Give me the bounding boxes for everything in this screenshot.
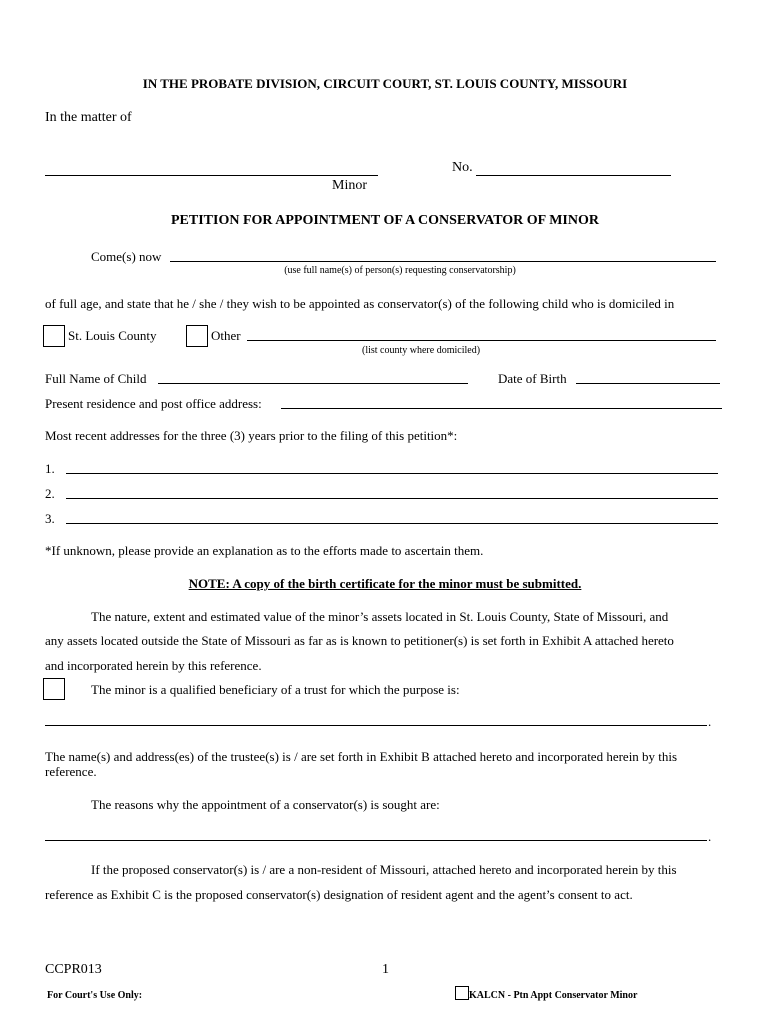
- assets-text-3: and incorporated herein by this reference.: [45, 658, 262, 673]
- kalcn-checkbox[interactable]: [455, 986, 469, 1000]
- nonresident-text-1: If the proposed conservator(s) is / are a non-resident of Missouri, attached hereto and incorporated herein by this: [91, 862, 677, 877]
- st-louis-county-label: St. Louis County: [68, 328, 157, 343]
- in-matter-of-label: In the matter of: [45, 110, 132, 125]
- petitioner-hint: (use full name(s) of person(s) requesting conservatorship): [284, 265, 516, 276]
- address-2-line[interactable]: [66, 498, 718, 499]
- date-of-birth-label: Date of Birth: [498, 371, 567, 386]
- residence-label: Present residence and post office address:: [45, 396, 262, 411]
- petitioner-statement: of full age, and state that he / she / they wish to be appointed as conservator(s) of the following child who is domiciled in: [45, 296, 675, 311]
- trust-purpose-period: .: [708, 714, 712, 729]
- assets-text-2: any assets located outside the State of Missouri as far as is known to petitioner(s) is set forth in Exhibit A attached hereto: [45, 633, 674, 648]
- nonresident-text-2: reference as Exhibit C is the proposed conservator(s) designation of resident agent and the agent’s consent to act.: [45, 887, 633, 902]
- trust-purpose-line[interactable]: [45, 725, 707, 726]
- minor-label: Minor: [332, 178, 367, 193]
- residence-line[interactable]: [281, 408, 722, 409]
- petitioner-name-line[interactable]: [170, 261, 716, 262]
- address-1-line[interactable]: [66, 473, 718, 474]
- address-2-number: 2.: [45, 486, 55, 501]
- address-3-number: 3.: [45, 511, 55, 526]
- child-name-label: Full Name of Child: [45, 371, 147, 386]
- addresses-footnote: *If unknown, please provide an explanation as to the efforts made to ascertain them.: [45, 543, 484, 558]
- other-county-line[interactable]: [247, 340, 716, 341]
- page-number: 1: [382, 962, 389, 977]
- trust-beneficiary-checkbox[interactable]: [43, 678, 65, 700]
- other-county-hint: (list county where domiciled): [362, 345, 481, 356]
- reasons-period: .: [708, 829, 712, 844]
- case-number-label: No.: [452, 160, 473, 175]
- trustee-text-2: reference.: [45, 764, 97, 779]
- trustee-text-1: The name(s) and address(es) of the trustee(s) is / are set forth in Exhibit B attached hereto and incorporated herein by this: [45, 749, 678, 764]
- date-of-birth-line[interactable]: [576, 383, 720, 384]
- st-louis-county-checkbox[interactable]: [43, 325, 65, 347]
- other-county-label: Other: [211, 328, 241, 343]
- kalcn-label: KALCN - Ptn Appt Conservator Minor: [469, 990, 638, 1001]
- comes-now-label: Come(s) now: [91, 249, 162, 264]
- other-county-checkbox[interactable]: [186, 325, 208, 347]
- reasons-line[interactable]: [45, 840, 707, 841]
- form-code: CCPR013: [45, 962, 102, 977]
- reasons-label: The reasons why the appointment of a conservator(s) is sought are:: [91, 797, 440, 812]
- address-1-number: 1.: [45, 461, 55, 476]
- addresses-label: Most recent addresses for the three (3) years prior to the filing of this petition*:: [45, 428, 458, 443]
- minor-name-line[interactable]: [45, 175, 378, 176]
- trust-purpose-label: The minor is a qualified beneficiary of a trust for which the purpose is:: [91, 682, 460, 697]
- address-3-line[interactable]: [66, 523, 718, 524]
- child-name-line[interactable]: [158, 383, 468, 384]
- petition-title: PETITION FOR APPOINTMENT OF A CONSERVATOR OF MINOR: [171, 213, 599, 228]
- assets-text-1: The nature, extent and estimated value of the minor’s assets located in St. Louis County, State of Missouri, and: [91, 609, 669, 624]
- courts-use-label: For Court's Use Only:: [47, 990, 143, 1001]
- birth-certificate-note: NOTE: A copy of the birth certificate for the minor must be submitted.: [188, 576, 582, 591]
- case-number-line[interactable]: [476, 175, 671, 176]
- court-header: IN THE PROBATE DIVISION, CIRCUIT COURT, ST. LOUIS COUNTY, MISSOURI: [142, 76, 628, 91]
